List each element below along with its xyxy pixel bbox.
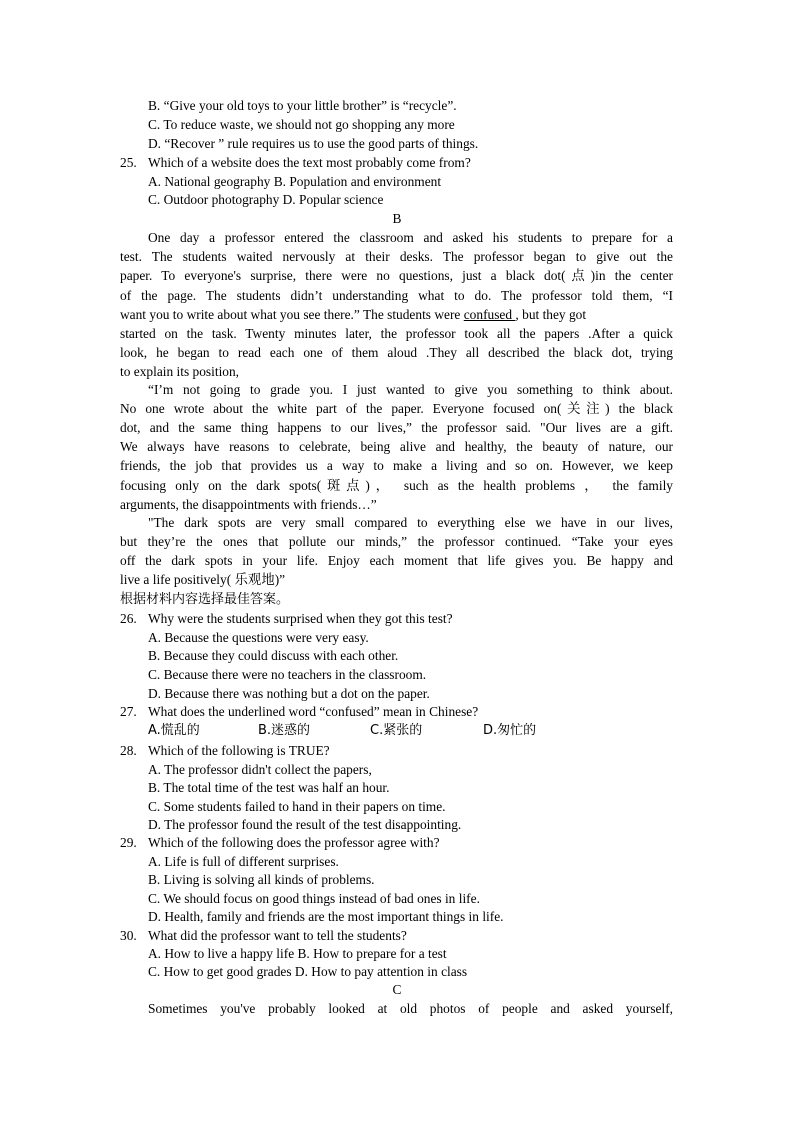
q29-option-b: B. Living is solving all kinds of problems. xyxy=(148,872,375,887)
passage-b-p1-line4: of the page. The students didn’t understanding what to do. The professor told them, “I xyxy=(120,288,673,303)
q29-number: 29. xyxy=(120,835,137,850)
q28-number: 28. xyxy=(120,743,137,758)
q30-options-row1: A. How to live a happy life B. How to prepare for a test xyxy=(148,946,447,961)
passage-b-p2-line4: We always have reasons to celebrate, being alive and healthy, the beauty of nature, our xyxy=(120,439,673,454)
q26-option-a: A. Because the questions were very easy. xyxy=(148,630,369,645)
q29-option-c: C. We should focus on good things instead of bad ones in life. xyxy=(148,891,480,906)
passage-b-p1-line5 xyxy=(120,305,673,324)
q29-question: Which of the following does the professor agree with? xyxy=(148,835,440,850)
passage-b-p2-line2: No one wrote about the white part of the paper. Everyone focused on(关注) the black xyxy=(120,401,673,416)
passage-b-p1-line5-start: want you to write about what you see there.” The students were xyxy=(120,307,461,322)
q27-option-c: C.紧张的 xyxy=(370,723,423,738)
passage-b-p3-line4: live a life positively( 乐观地)” xyxy=(120,572,286,587)
q27-question: What does the underlined word “confused” mean in Chinese? xyxy=(148,704,479,719)
q29-option-d: D. Health, family and friends are the most important things in life. xyxy=(148,909,504,924)
underlined-word-confused: confused xyxy=(463,307,516,322)
passage-b-p1-line8: to explain its position, xyxy=(120,364,240,379)
q25-options-row2: C. Outdoor photography D. Popular science xyxy=(148,192,384,207)
passage-b-p2-line6: focusing only on the dark spots(斑点)， such as the health problems ， the family xyxy=(120,478,673,493)
q30-options-row2: C. How to get good grades D. How to pay attention in class xyxy=(148,964,468,979)
q28-option-a: A. The professor didn't collect the papers, xyxy=(148,762,372,777)
q26-option-c: C. Because there were no teachers in the classroom. xyxy=(148,667,427,682)
passage-b-p3-line1: "The dark spots are very small compared to everything else we have in our lives, xyxy=(148,515,673,530)
passage-b-p3-line2: but they’re the ones that pollute our minds,” the professor continued. “Take your eyes xyxy=(120,534,673,549)
instruction-text: 根据材料内容选择最佳答案。 xyxy=(120,592,290,607)
passage-b-p2-line5: friends, the job that provides us a way to make a living and so on. However, we keep xyxy=(120,458,673,473)
section-c-heading: C xyxy=(392,982,402,997)
passage-b-p1-line2: test. The students waited nervously at their desks. The professor began to give out the xyxy=(120,249,673,264)
q28-question: Which of the following is TRUE? xyxy=(148,743,330,758)
q27-option-d: D.匆忙的 xyxy=(483,723,537,738)
q27-option-b: B.迷惑的 xyxy=(258,723,311,738)
q30-question: What did the professor want to tell the students? xyxy=(148,928,407,943)
q28-option-d: D. The professor found the result of the test disappointing. xyxy=(148,817,462,832)
passage-b-p1-line3: paper. To everyone's surprise, there were no questions, just a black dot(点)in the center xyxy=(120,268,673,283)
q28-option-c: C. Some students failed to hand in their papers on time. xyxy=(148,799,446,814)
q27-number: 27. xyxy=(120,704,137,719)
passage-b-p2-line3: dot, and the same thing happens to our lives,” the professor said. "Our lives are a gift. xyxy=(120,420,673,435)
q25-options-row1: A. National geography B. Population and environment xyxy=(148,174,442,189)
q29-option-a: A. Life is full of different surprises. xyxy=(148,854,339,869)
section-b-heading: B xyxy=(392,211,402,226)
q26-option-b: B. Because they could discuss with each other. xyxy=(148,648,399,663)
passage-b-p3-line3: off the dark spots in your life. Enjoy each moment that life gives you. Be happy and xyxy=(120,553,673,568)
passage-b-p1-line5-end: , but they got xyxy=(515,307,587,322)
q26-number: 26. xyxy=(120,611,137,626)
passage-b-p1-line6: started on the task. Twenty minutes later, the professor took all the papers .After a quick xyxy=(120,326,673,341)
q28-option-b: B. The total time of the test was half an hour. xyxy=(148,780,390,795)
q25-question: Which of a website does the text most probably come from? xyxy=(148,155,471,170)
passage-b-p1-line1: One day a professor entered the classroom and asked his students to prepare for a xyxy=(148,230,673,245)
q26-option-d: D. Because there was nothing but a dot on the paper. xyxy=(148,686,430,701)
q24-option-b: B. “Give your old toys to your little brother” is “recycle”. xyxy=(148,98,457,113)
passage-c-line1: Sometimes you've probably looked at old photos of people and asked yourself, xyxy=(148,1001,673,1016)
passage-b-p2-line1: “I’m not going to grade you. I just wanted to give you something to think about. xyxy=(148,382,673,397)
q24-option-d: D. “Recover ” rule requires us to use the good parts of things. xyxy=(148,136,479,151)
passage-b-p1-line7: look, he began to read each one of them aloud .They all described the black dot, trying xyxy=(120,345,673,360)
q27-option-a: A.慌乱的 xyxy=(148,723,200,738)
q30-number: 30. xyxy=(120,928,137,943)
q25-number: 25. xyxy=(120,155,137,170)
passage-b-p2-line7: arguments, the disappointments with friends…” xyxy=(120,497,377,512)
q24-option-c: C. To reduce waste, we should not go shopping any more xyxy=(148,117,455,132)
q26-question: Why were the students surprised when they got this test? xyxy=(148,611,453,626)
